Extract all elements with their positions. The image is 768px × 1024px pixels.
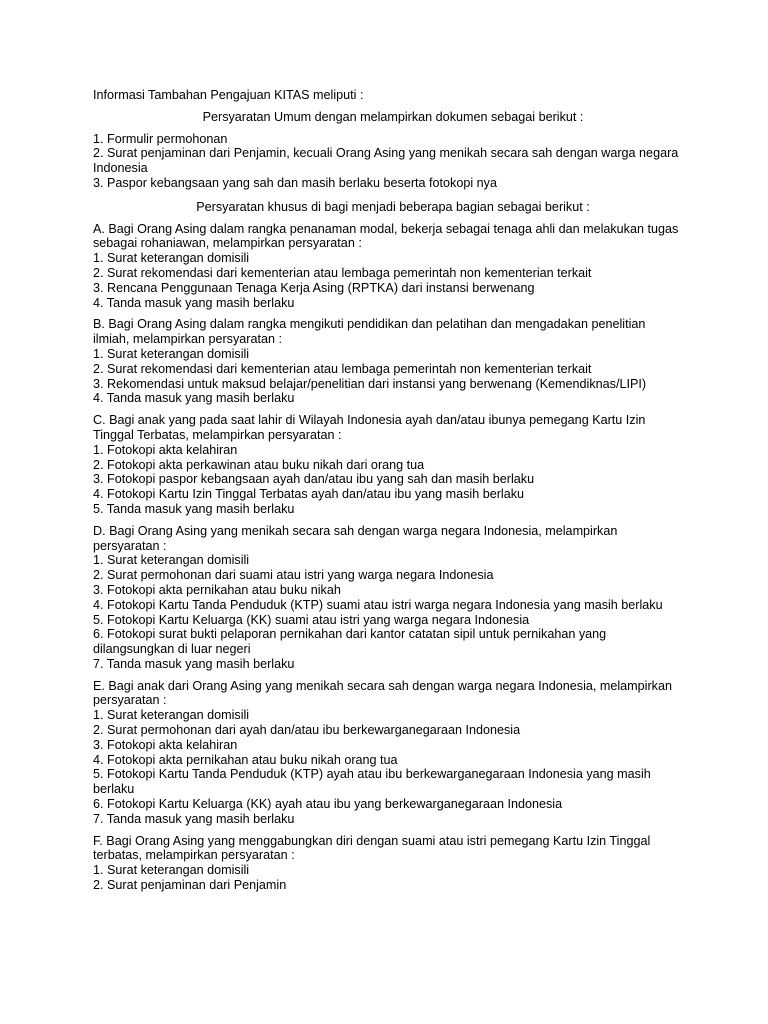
list-item: 1. Surat keterangan domisili xyxy=(93,251,250,266)
list-item: 7. Tanda masuk yang masih berlaku xyxy=(93,811,295,826)
list-item: 3. Fotokopi akta pernikahan atau buku nikah xyxy=(93,582,341,597)
list-item: 3. Rekomendasi untuk maksud belajar/penelitian dari instansi yang berwenang (Kemendiknas/LIPI) xyxy=(93,376,647,391)
list-item: 4. Tanda masuk yang masih berlaku xyxy=(93,295,295,310)
section-f xyxy=(93,834,683,893)
list-item: 3. Fotokopi akta kelahiran xyxy=(93,737,238,752)
list-item: 1. Surat keterangan domisili xyxy=(93,346,250,361)
section-intro: E. Bagi anak dari Orang Asing yang menikah secara sah dengan warga negara Indonesia, melampirkan persyaratan : xyxy=(93,678,672,708)
section-d xyxy=(93,524,683,672)
list-item: 2. Surat rekomendasi dari kementerian atau lembaga pemerintah non kementerian terkait xyxy=(93,265,592,280)
list-item: 7. Tanda masuk yang masih berlaku xyxy=(93,656,295,671)
section-b xyxy=(93,317,683,406)
section-e xyxy=(93,679,683,827)
list-item: 5. Fotokopi Kartu Tanda Penduduk (KTP) ayah atau ibu berkewarganegaraan Indonesia yang masih berlaku xyxy=(93,767,651,797)
list-item: 4. Fotokopi Kartu Izin Tinggal Terbatas ayah dan/atau ibu yang masih berlaku xyxy=(93,487,525,502)
list-item: 2. Surat penjaminan dari Penjamin xyxy=(93,878,287,893)
list-item: 6. Fotokopi surat bukti pelaporan pernikahan dari kantor catatan sipil untuk pernikahan yang dilangsungkan di luar negeri xyxy=(93,627,607,657)
list-item: 5. Fotokopi Kartu Keluarga (KK) suami atau istri yang warga negara Indonesia xyxy=(93,612,530,627)
list-item: 6. Fotokopi Kartu Keluarga (KK) ayah atau ibu yang berkewarganegaraan Indonesia xyxy=(93,797,563,812)
list-item: 1. Surat keterangan domisili xyxy=(93,863,250,878)
special-requirements-heading: Persyaratan khusus di bagi menjadi beberapa bagian sebagai berikut : xyxy=(196,199,590,214)
list-item: 2. Surat penjaminan dari Penjamin, kecuali Orang Asing yang menikah secara sah dengan warga negara Indonesia xyxy=(93,146,679,176)
list-item: 3. Paspor kebangsaan yang sah dan masih berlaku beserta fotokopi nya xyxy=(93,175,497,190)
list-item: 3. Rencana Penggunaan Tenaga Kerja Asing (RPTKA) dari instansi berwenang xyxy=(93,280,535,295)
section-intro: C. Bagi anak yang pada saat lahir di Wilayah Indonesia ayah dan/atau ibunya pemegang Kartu Izin Tinggal Terbatas, melampirkan persyaratan : xyxy=(93,413,646,442)
list-item: 2. Fotokopi akta perkawinan atau buku nikah dari orang tua xyxy=(93,457,425,472)
general-requirements-list xyxy=(93,132,683,191)
list-item: 1. Formulir permohonan xyxy=(93,131,228,146)
section-intro: B. Bagi Orang Asing dalam rangka mengikuti pendidikan dan pelatihan dan mengadakan penelitian ilmiah, melampirkan persyaratan : xyxy=(93,317,646,347)
section-intro: A. Bagi Orang Asing dalam rangka penanaman modal, bekerja sebagai tenaga ahli dan melakukan tugas sebagai rohaniawan, melampirkan persyaratan : xyxy=(93,221,679,251)
document-title: Informasi Tambahan Pengajuan KITAS meliputi : xyxy=(93,88,364,102)
section-intro: D. Bagi Orang Asing yang menikah secara sah dengan warga negara Indonesia, melampirkan persyaratan : xyxy=(93,523,618,553)
list-item: 5. Tanda masuk yang masih berlaku xyxy=(93,501,295,516)
list-item: 3. Fotokopi paspor kebangsaan ayah dan/atau ibu yang sah dan masih berlaku xyxy=(93,472,535,487)
section-c xyxy=(93,413,683,517)
list-item: 2. Surat permohonan dari ayah dan/atau ibu berkewarganegaraan Indonesia xyxy=(93,723,521,738)
document-body xyxy=(93,88,683,900)
section-a xyxy=(93,222,683,311)
list-item: 1. Surat keterangan domisili xyxy=(93,553,250,568)
list-item: 1. Surat keterangan domisili xyxy=(93,708,250,723)
list-item: 1. Fotokopi akta kelahiran xyxy=(93,442,238,457)
section-intro: F. Bagi Orang Asing yang menggabungkan diri dengan suami atau istri pemegang Kartu Izin Tinggal terbatas, melampirkan persyaratan : xyxy=(93,833,651,863)
list-item: 2. Surat permohonan dari suami atau istri yang warga negara Indonesia xyxy=(93,568,494,583)
list-item: 4. Tanda masuk yang masih berlaku xyxy=(93,391,295,406)
list-item: 4. Fotokopi Kartu Tanda Penduduk (KTP) suami atau istri warga negara Indonesia yang masih berlaku xyxy=(93,597,663,612)
general-requirements-heading: Persyaratan Umum dengan melampirkan dokumen sebagai berikut : xyxy=(202,109,584,124)
list-item: 4. Fotokopi akta pernikahan atau buku nikah orang tua xyxy=(93,752,398,767)
list-item: 2. Surat rekomendasi dari kementerian atau lembaga pemerintah non kementerian terkait xyxy=(93,361,592,376)
